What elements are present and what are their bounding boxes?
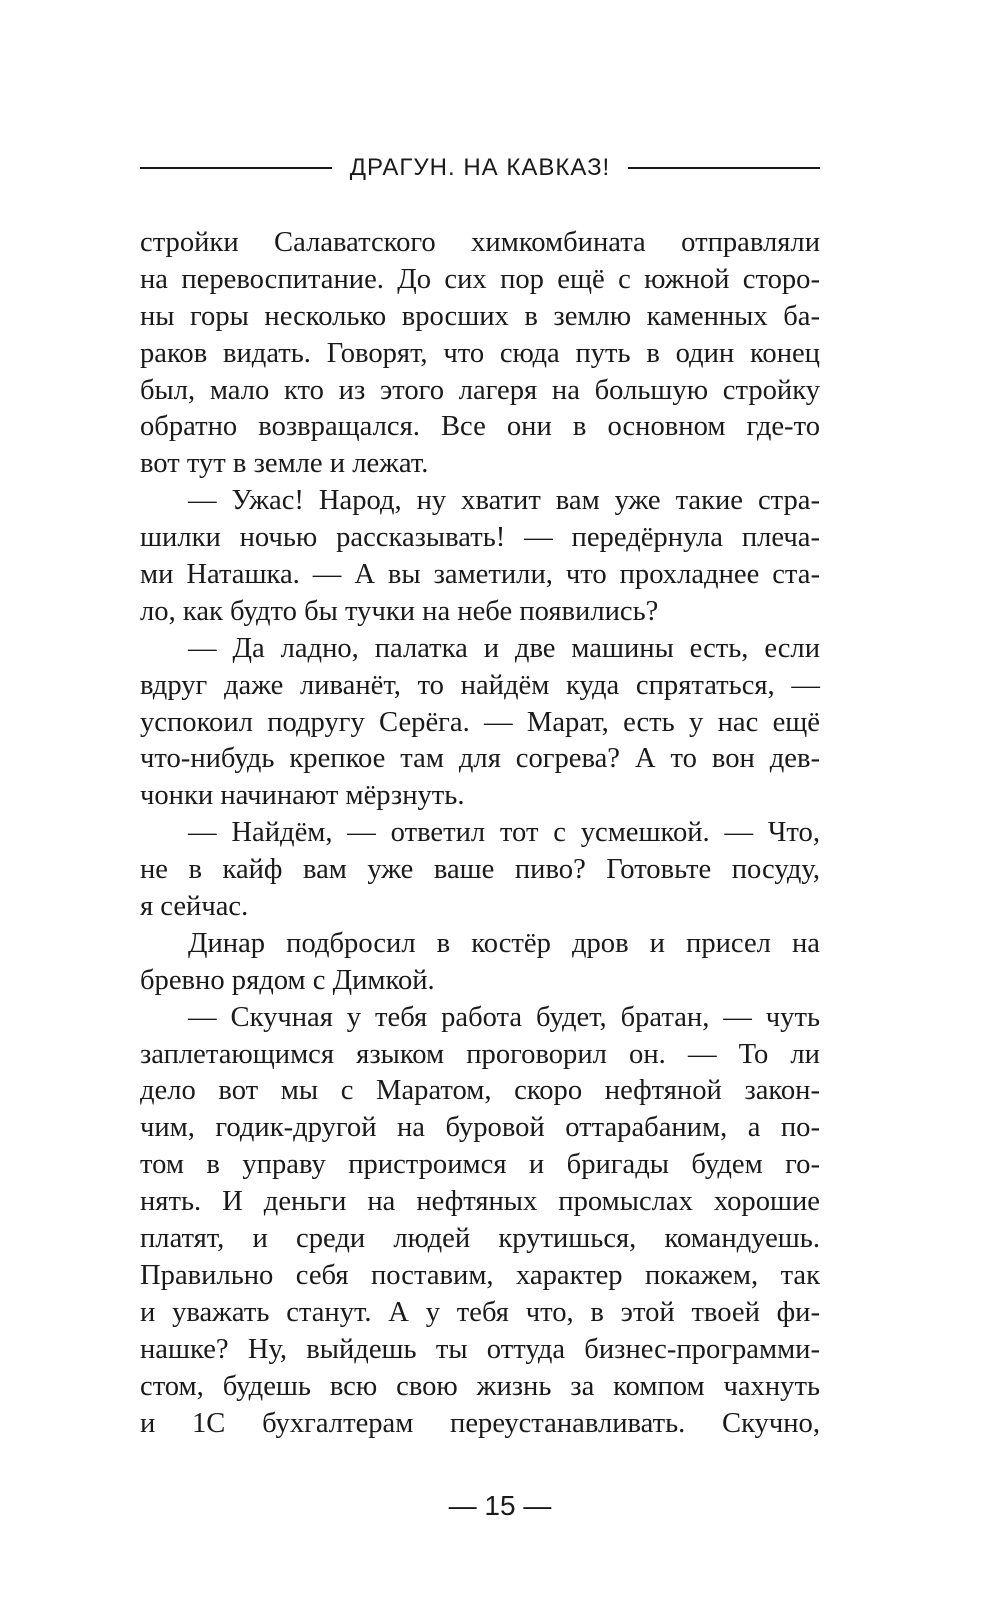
text-line: и 1С бухгалтерам переустанавливать. Скучно, (140, 1407, 820, 1439)
text-line: стом, будешь всю свою жизнь за компом чахнуть (140, 1370, 820, 1402)
body-text (140, 225, 820, 1442)
text-line: и уважать станут. А у тебя что, в этой твоей фи- (140, 1296, 820, 1328)
text-line: успокоил подругу Серёга. — Марат, есть у нас ещё (140, 706, 820, 738)
text-line: раков видать. Говорят, что сюда путь в один конец (140, 337, 820, 369)
page-number: — 15 — (448, 1490, 552, 1521)
running-header (140, 150, 820, 186)
text-line: Динар подбросил в костёр дров и присел на (188, 927, 820, 959)
text-line: не в кайф вам уже ваше пиво? Готовьте посуду, (140, 854, 820, 886)
text-line: шилки ночью рассказывать! — передёрнула плеча- (140, 522, 820, 554)
text-line: — Ужас! Народ, ну хватит вам уже такие стра- (188, 485, 820, 517)
text-line: нашке? Ну, выйдешь ты оттуда бизнес-программи- (140, 1333, 820, 1365)
text-line: вдруг даже ливанёт, то найдём куда спрятаться, — (140, 669, 820, 701)
text-line: вот тут в земле и лежат. (140, 448, 429, 480)
text-line: ны горы несколько вросших в землю каменных ба- (140, 300, 820, 332)
text-line: бревно рядом с Димкой. (140, 964, 435, 996)
text-line: я сейчас. (140, 891, 249, 923)
text-line: был, мало кто из этого лагеря на большую стройку (140, 374, 820, 406)
book-title: ДРАГУН. НА КАВКАЗ! (349, 154, 611, 181)
text-line: чим, годик-другой на буровой оттарабаним, а по- (140, 1112, 820, 1144)
text-line: обратно возвращался. Все они в основном где-то (140, 411, 820, 443)
text-line: том в управу пристроимся и бригады будем го- (140, 1149, 820, 1181)
text-line: — Скучная у тебя работа будет, братан, — чуть (188, 1001, 820, 1033)
text-line: ми Наташка. — А вы заметили, что прохладнее ста- (140, 559, 820, 591)
text-line: стройки Салаватского химкомбината отправляли (140, 227, 820, 258)
text-line: на перевоспитание. До сих пор ещё с южной сторо- (140, 263, 820, 295)
text-line: ло, как будто бы тучки на небе появились? (140, 595, 659, 627)
text-line: что-нибудь крепкое там для согрева? А то вон дев- (140, 743, 820, 775)
text-line: дело вот мы с Маратом, скоро нефтяной закон- (140, 1075, 820, 1107)
text-line: нять. И деньги на нефтяных промыслах хорошие (140, 1186, 820, 1218)
text-line: — Да ладно, палатка и две машины есть, если (188, 632, 820, 664)
text-line: чонки начинают мёрзнуть. (140, 780, 465, 812)
header-rule-right (628, 167, 820, 169)
text-line: заплетающимся языком проговорил он. — То ли (140, 1038, 820, 1070)
text-line: платят, и среди людей крутишься, командуешь. (140, 1223, 820, 1255)
text-line: Правильно себя поставим, характер покажем, так (140, 1259, 820, 1291)
header-rule-left (140, 167, 332, 169)
text-line: — Найдём, — ответил тот с усмешкой. — Что, (188, 817, 820, 849)
